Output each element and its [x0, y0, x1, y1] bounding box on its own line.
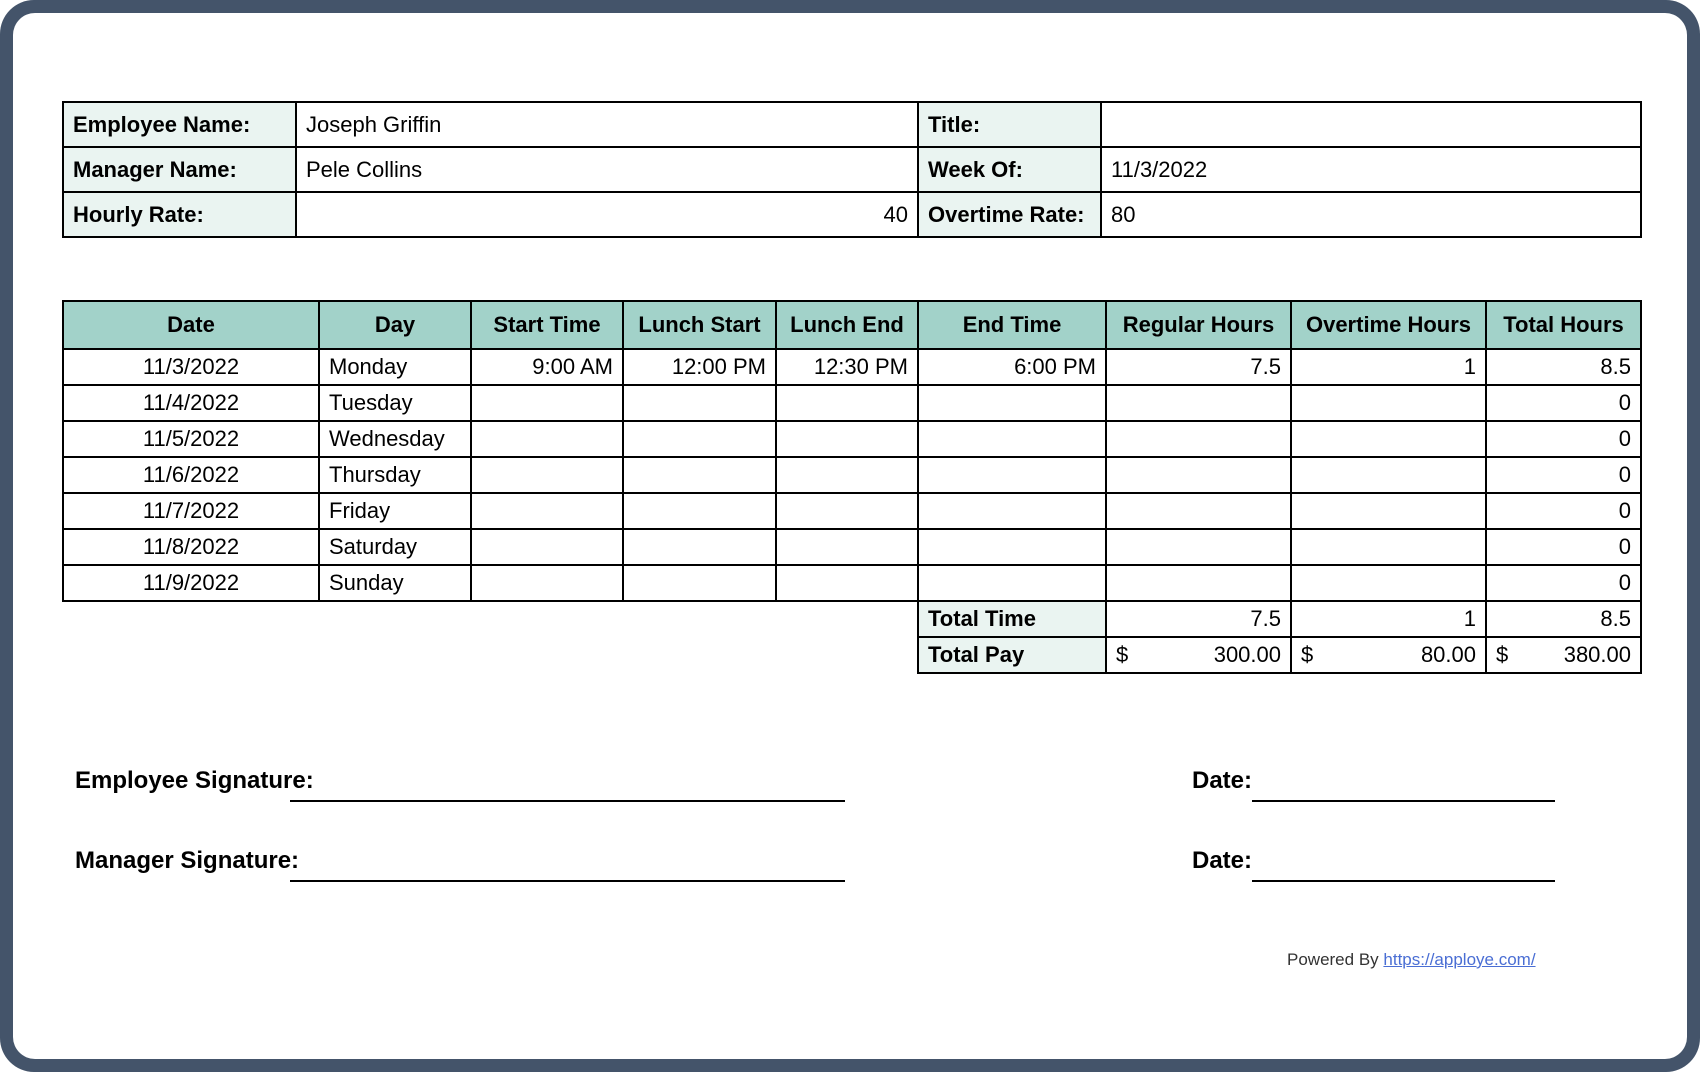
cell-date: 11/6/2022: [63, 457, 319, 493]
cell-lunch-end: [776, 457, 918, 493]
footer: [1287, 950, 1536, 970]
hourly-rate-label: Hourly Rate:: [63, 192, 296, 237]
cell-lunch-start: [623, 529, 776, 565]
cell-lunch-start: [623, 457, 776, 493]
cell-regular-hours: [1106, 457, 1291, 493]
manager-signature-line: [290, 880, 845, 882]
cell-lunch-end: [776, 565, 918, 601]
overtime-rate-label: Overtime Rate:: [918, 192, 1101, 237]
table-row: [63, 385, 1641, 421]
cell-regular-hours: [1106, 421, 1291, 457]
cell-regular-hours: [1106, 529, 1291, 565]
cell-total-hours: 0: [1486, 421, 1641, 457]
cell-end-time: [918, 493, 1106, 529]
cell-date: 11/3/2022: [63, 349, 319, 385]
table-row: [63, 529, 1641, 565]
cell-end-time: 6:00 PM: [918, 349, 1106, 385]
cell-date: 11/8/2022: [63, 529, 319, 565]
cell-regular-hours: [1106, 493, 1291, 529]
total-time-regular-hours: 7.5: [1106, 601, 1291, 637]
employee-name-label: Employee Name:: [63, 102, 296, 147]
manager-date-line: [1252, 880, 1555, 882]
cell-regular-hours: 7.5: [1106, 349, 1291, 385]
info-row-3: [63, 192, 1641, 237]
cell-end-time: [918, 529, 1106, 565]
cell-day: Monday: [319, 349, 471, 385]
cell-overtime-hours: [1291, 385, 1486, 421]
cell-total-hours: 0: [1486, 565, 1641, 601]
timesheet-rows: [63, 349, 1641, 601]
cell-end-time: [918, 457, 1106, 493]
header-lunch-start: Lunch Start: [623, 301, 776, 349]
manager-name-label: Manager Name:: [63, 147, 296, 192]
cell-end-time: [918, 421, 1106, 457]
table-row: [63, 349, 1641, 385]
cell-start-time: [471, 421, 623, 457]
employee-signature-label: Employee Signature:: [75, 767, 314, 794]
timesheet-table: [62, 300, 1642, 602]
total-time-label: Total Time: [918, 601, 1106, 637]
cell-lunch-end: [776, 385, 918, 421]
cell-total-hours: 0: [1486, 385, 1641, 421]
cell-day: Saturday: [319, 529, 471, 565]
cell-overtime-hours: [1291, 421, 1486, 457]
overtime-rate-value: 80: [1101, 192, 1641, 237]
cell-total-hours: 8.5: [1486, 349, 1641, 385]
total-pay-overtime-amount: 80.00: [1420, 642, 1476, 667]
manager-signature-label: Manager Signature:: [75, 847, 300, 874]
cell-day: Thursday: [319, 457, 471, 493]
title-label: Title:: [918, 102, 1101, 147]
currency-symbol: $: [1116, 642, 1129, 667]
cell-end-time: [918, 565, 1106, 601]
total-pay-total-amount: 380.00: [1563, 642, 1631, 667]
currency-symbol: $: [1496, 642, 1509, 667]
employee-info-table: [62, 101, 1642, 238]
cell-day: Tuesday: [319, 385, 471, 421]
manager-date-label: Date:: [1192, 847, 1253, 874]
total-time-row: [918, 601, 1641, 637]
total-pay-row: [918, 637, 1641, 673]
header-date: Date: [63, 301, 319, 349]
table-row: [63, 565, 1641, 601]
cell-lunch-start: [623, 565, 776, 601]
cell-end-time: [918, 385, 1106, 421]
info-row-1: [63, 102, 1641, 147]
cell-start-time: 9:00 AM: [471, 349, 623, 385]
total-pay-overtime: [1291, 637, 1486, 673]
cell-total-hours: 0: [1486, 457, 1641, 493]
currency-symbol: $: [1301, 642, 1314, 667]
cell-day: Wednesday: [319, 421, 471, 457]
total-time-overtime-hours: 1: [1291, 601, 1486, 637]
total-pay-regular-amount: 300.00: [1213, 642, 1281, 667]
title-value: [1101, 102, 1641, 147]
cell-overtime-hours: [1291, 493, 1486, 529]
total-pay-regular: [1106, 637, 1291, 673]
cell-lunch-start: 12:00 PM: [623, 349, 776, 385]
header-end-time: End Time: [918, 301, 1106, 349]
cell-date: 11/4/2022: [63, 385, 319, 421]
header-day: Day: [319, 301, 471, 349]
cell-date: 11/7/2022: [63, 493, 319, 529]
cell-lunch-start: [623, 493, 776, 529]
header-total-hours: Total Hours: [1486, 301, 1641, 349]
apploye-link[interactable]: https://apploye.com/: [1383, 950, 1536, 969]
cell-regular-hours: [1106, 565, 1291, 601]
powered-by-text: Powered By: [1287, 950, 1379, 969]
total-time-total-hours: 8.5: [1486, 601, 1641, 637]
table-row: [63, 457, 1641, 493]
employee-signature-line: [290, 800, 845, 802]
cell-day: Friday: [319, 493, 471, 529]
info-row-2: [63, 147, 1641, 192]
timesheet-header-row: [63, 301, 1641, 349]
cell-lunch-start: [623, 421, 776, 457]
cell-start-time: [471, 493, 623, 529]
week-of-value: 11/3/2022: [1101, 147, 1641, 192]
cell-date: 11/9/2022: [63, 565, 319, 601]
cell-lunch-end: 12:30 PM: [776, 349, 918, 385]
cell-overtime-hours: [1291, 529, 1486, 565]
cell-lunch-end: [776, 529, 918, 565]
employee-name-value: Joseph Griffin: [296, 102, 918, 147]
cell-date: 11/5/2022: [63, 421, 319, 457]
hourly-rate-value: 40: [296, 192, 918, 237]
cell-start-time: [471, 565, 623, 601]
cell-lunch-end: [776, 493, 918, 529]
cell-overtime-hours: [1291, 457, 1486, 493]
header-start-time: Start Time: [471, 301, 623, 349]
cell-start-time: [471, 529, 623, 565]
cell-total-hours: 0: [1486, 493, 1641, 529]
table-row: [63, 421, 1641, 457]
week-of-label: Week Of:: [918, 147, 1101, 192]
cell-start-time: [471, 457, 623, 493]
cell-lunch-end: [776, 421, 918, 457]
header-overtime-hours: Overtime Hours: [1291, 301, 1486, 349]
cell-overtime-hours: [1291, 565, 1486, 601]
employee-date-label: Date:: [1192, 767, 1253, 794]
manager-name-value: Pele Collins: [296, 147, 918, 192]
total-pay-total: [1486, 637, 1641, 673]
cell-total-hours: 0: [1486, 529, 1641, 565]
total-pay-label: Total Pay: [918, 637, 1106, 673]
cell-start-time: [471, 385, 623, 421]
table-row: [63, 493, 1641, 529]
header-lunch-end: Lunch End: [776, 301, 918, 349]
cell-regular-hours: [1106, 385, 1291, 421]
header-regular-hours: Regular Hours: [1106, 301, 1291, 349]
cell-day: Sunday: [319, 565, 471, 601]
cell-lunch-start: [623, 385, 776, 421]
totals-table: [917, 600, 1642, 674]
cell-overtime-hours: 1: [1291, 349, 1486, 385]
employee-date-line: [1252, 800, 1555, 802]
